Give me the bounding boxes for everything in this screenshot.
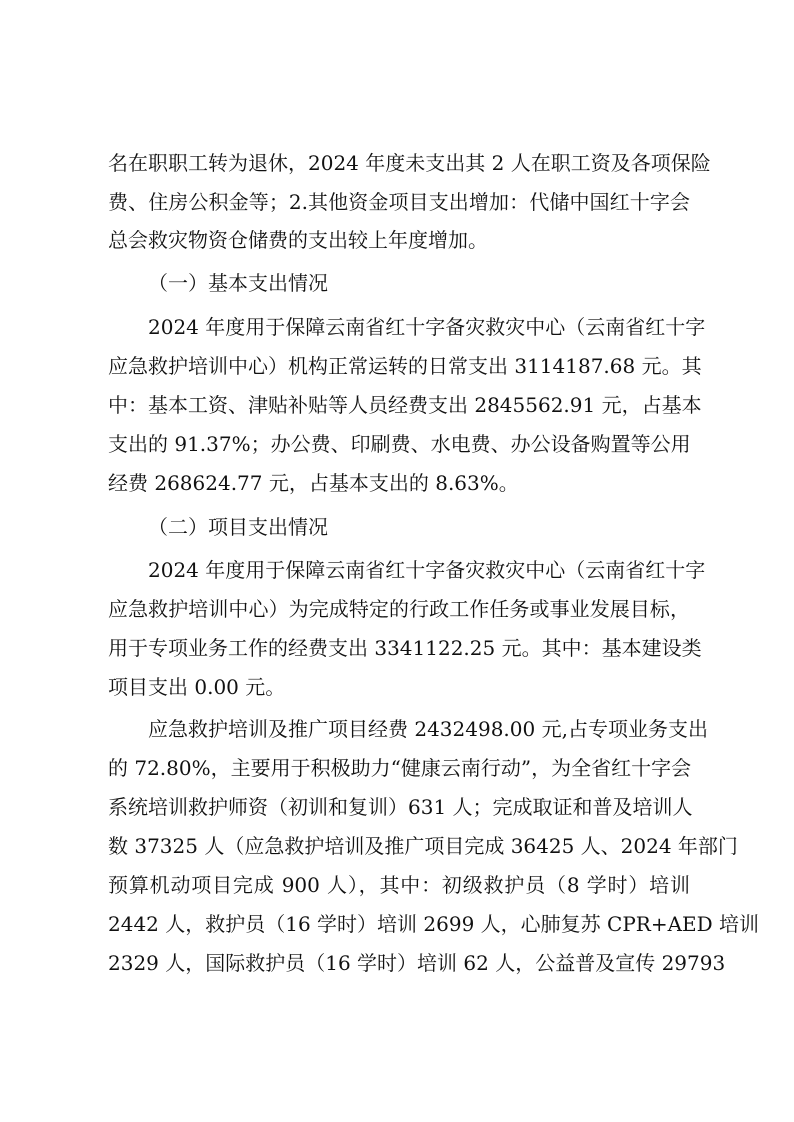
paragraph-line: 用于专项业务工作的经费支出 3341122.25 元。其中：基本建设类 xyxy=(108,636,702,660)
paragraph-line: 应急救护培训中心）机构正常运转的日常支出 3114187.68 元。其 xyxy=(108,354,702,378)
paragraph-line: 2329 人，国际救护员（16 学时）培训 62 人，公益普及宣传 29793 xyxy=(108,951,726,975)
paragraph-line: 中：基本工资、津贴补贴等人员经费支出 2845562.91 元，占基本 xyxy=(108,393,702,417)
paragraph-line: 系统培训救护师资（初训和复训）631 人；完成取证和普及培训人 xyxy=(108,795,693,819)
paragraph-line: 名在职职工转为退休，2024 年度未支出其 2 人在职工资及各项保险 xyxy=(108,151,711,175)
paragraph-line: 的 72.80%，主要用于积极助力“健康云南行动”，为全省红十字会 xyxy=(108,756,692,780)
paragraph-line: 预算机动项目完成 900 人），其中：初级救护员（8 学时）培训 xyxy=(108,873,690,897)
paragraph-line: 数 37325 人（应急救护培训及推广项目完成 36425 人、2024 年部门 xyxy=(108,834,738,858)
paragraph-line: 应急救护培训及推广项目经费 2432498.00 元,占专项业务支出 xyxy=(148,717,708,741)
paragraph-line: 2442 人，救护员（16 学时）培训 2699 人，心肺复苏 CPR+AED 培训 xyxy=(108,912,760,936)
paragraph-line: 2024 年度用于保障云南省红十字备灾救灾中心（云南省红十字 xyxy=(148,315,706,339)
paragraph-line: 项目支出 0.00 元。 xyxy=(108,675,286,699)
paragraph-line: 费、住房公积金等；2.其他资金项目支出增加：代储中国红十字会 xyxy=(108,190,690,214)
paragraph-line: 总会救灾物资仓储费的支出较上年度增加。 xyxy=(108,228,488,252)
paragraph-line: 2024 年度用于保障云南省红十字备灾救灾中心（云南省红十字 xyxy=(148,558,706,582)
section-heading: （二）项目支出情况 xyxy=(148,515,328,539)
paragraph-line: 经费 268624.77 元，占基本支出的 8.63%。 xyxy=(108,471,519,495)
paragraph-line: 支出的 91.37%；办公费、印刷费、水电费、办公设备购置等公用 xyxy=(108,432,691,456)
paragraph-line: 应急救护培训中心）为完成特定的行政工作任务或事业发展目标， xyxy=(108,597,690,621)
section-heading: （一）基本支出情况 xyxy=(148,271,328,295)
